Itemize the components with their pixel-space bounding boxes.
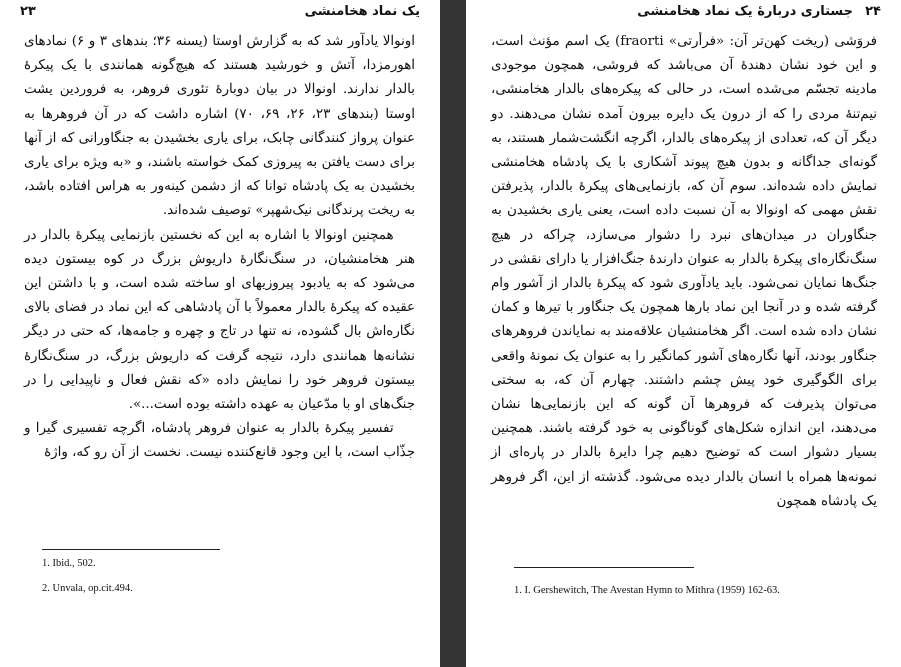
running-title: جستاری دربارهٔ یک نماد هخامنشی	[637, 4, 853, 19]
left-page-header	[20, 4, 420, 24]
footnote: 1. Ibid., 502.	[42, 558, 96, 569]
right-page	[466, 0, 901, 667]
left-page	[0, 0, 440, 667]
book-spine	[440, 0, 466, 667]
paragraph: اونوالا یادآور شد که به گزارش اوستا (یسنه ۳۶؛ بندهای ۳ و ۶) نمادهای اهورمزدا، آتش و خورشید هستند که هیچ‌گونه همانندی با یک پیکرهٔ بالدار ندارند. اونوالا در بیان دوبارهٔ تئوری فروهر، به فروردین یشت اوستا (بندهای ۲۳، ۲۶، ۶۹، ۷۰) اشاره داشت که در آن فروهرها به عنوان پرواز کنندگانی چابک، برای یاری بخشیدن به جنگاورانی که از آنها برای دست یافتن به پیروزی کمک خواسته باشند، و «به ویژه برای یاری بخشیدن به یک پادشاه توانا که از دشمن کینه‌ور به هراس افتاده باشد، به ریخت پرندگانی نیک‌شهپر» توصیف شده‌اند.	[24, 34, 415, 219]
footnote: 2. Unvala, op.cit.494.	[42, 583, 133, 594]
footnote-divider	[42, 549, 220, 550]
page-number: ۲۳	[20, 4, 36, 19]
right-page-body	[491, 30, 877, 514]
running-title: یک نماد هخامنشی	[304, 4, 420, 19]
paragraph: همچنین اونوالا با اشاره به این که نخستین بازنمایی پیکرهٔ بالدار در هنر هخامنشیان، در سنگ‌نگارهٔ داریوش بزرگ در کوه بیستون دیده می‌شود که به یادبود پیروزیهای او ساخته شده است، و با داشتن این عقیده که پیکرهٔ بالدار معمولاً با آن پادشاهی که این نماد در فضای بالای نگاره‌اش بال گشوده، نه تنها در تاج و چهره و جامه‌ها، که حتی در دیگر نشانه‌ها همانندی دارد، نتیجه گرفت که داریوش بزرگ، در سنگ‌نگارهٔ بیستون فروهر خود را نمایش داده «که نقش فعال و ناپیدایی را در جنگ‌های او با مدّعیان به عهده داشته بوده است...».	[24, 227, 415, 413]
paragraph: تفسیر پیکرهٔ بالدار به عنوان فروهر پادشاه، اگرچه تفسیری گیرا و جذّاب است، با این وجود قانع‌کننده نیست. نخست از آن رو که، واژهٔ	[24, 421, 415, 461]
right-page-header	[486, 4, 881, 24]
footnote-divider	[514, 567, 694, 568]
left-page-body	[24, 30, 415, 466]
footnote: 1. I. Gershewitch, The Avestan Hymn to Mithra (1959) 162-63.	[514, 585, 780, 596]
page-number: ۲۴	[865, 4, 881, 19]
paragraph: فروَشی (ریخت کهن‌تر آن: «فرأرتی» fraorti) یک اسم مؤنث است، و این خود نشان دهندهٔ آن می‌باشد که فروشی، همچون موجودی مادینه تجسّم می‌شده است، در حالی که پیکره‌های بالدار هخامنشی، نیم‌تنهٔ مردی را که از درون یک دایره بیرون آمده نشان می‌دهند. دو دیگر آن که، تعدادی از پیکره‌های بالدار، اگرچه انگشت‌شمار هستند، به گونه‌ای جداگانه و بدون هیچ پیوند آشکاری با یک پادشاه هخامنشی نمایش داده شده‌اند. سوم آن که، بازنمایی‌های پیکرهٔ بالدار، پذیرفتن نقش مهمی که اونوالا به آن نسبت داده است، یعنی یاری بخشیدن به جنگاوران در میدان‌های نبرد را دشوار می‌سازد، چراکه در هیچ سنگ‌نگاره‌ای پیکرهٔ بالدار به عنوان دارندهٔ جنگ‌افزار یا دارای نقشی در جنگ‌ها نمایان نمی‌شود. باید یادآوری شود که پیکرهٔ بالدار از آشور وام گرفته شده و در آنجا این نماد بارها همچون یک جنگاور با تیرها و کمان نشان داده شده است. اگر هخامنشیان علاقه‌مند به نمایاندن فروهرهای جنگاور بودند، آنها نگاره‌های آشور کمانگیر را به عنوان یک نمونهٔ واقعی برای الگوگیری خود پیش چشم داشتند. چهارم آن که، به سختی می‌توان پذیرفت که فروهرها آن گونه که این بازنمایی‌ها نشان می‌دهند، این اندازه شکل‌های گوناگونی به خود گرفته باشند. همچنین بسیار دشوار است که توضیح دهیم چرا دایرهٔ بالدار در پاره‌ای از نمونه‌ها همراه با انسان بالدار دیده می‌شود. گذشته از این، اگر فروهر یک پادشاه همچون	[491, 34, 877, 509]
